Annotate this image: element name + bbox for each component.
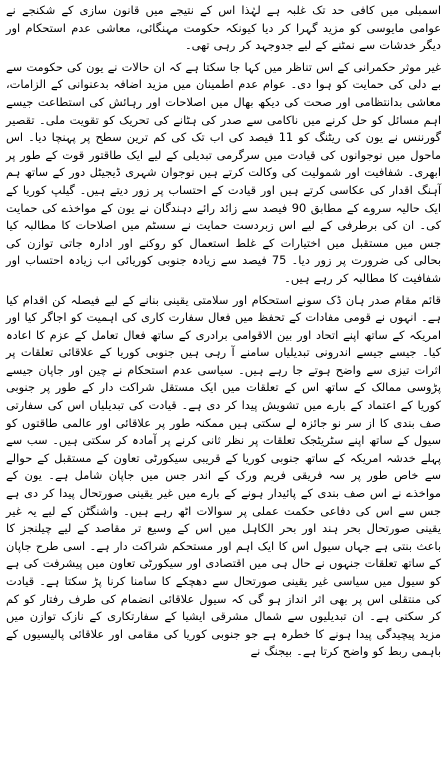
paragraph-3: قائم مقام صدر ہان ڈک سونے استحکام اور سلامتی یقینی بنانے کے لیے فیصلہ کن اقدام کیا ہے۔ انہوں نے قومی مفادات کے تحفظ میں فعال سفارت کاری کی اہمیت کو اجاگر کیا اور امریکہ کے ساتھ اپنے اتحاد اور بین الاقوامی برادری کے ساتھ فعال تعامل کے عزم کا اعادہ کیا۔ جیسے جیسے اندرونی تبدیلیاں سامنے آ رہی ہیں جنوبی کوریا کے علاقائی تعلقات پر اثرات تیزی سے واضح ہوتے جا رہے ہیں۔ سیاسی عدم استحکام نے چین اور جاپان جیسے پڑوسی ممالک کے ساتھ اس کے تعلقات میں ایک مستقل شراکت دار کے طور پر جنوبی کوریا کے اعتماد کے بارے میں تشویش پیدا کر دی ہے۔ قیادت کی تبدیلیاں اس کی سفارتی صف بندی کا از سر نو جائزہ لے سکتی ہیں ممکنہ طور پر علاقائی اور عالمی طاقتوں کو سیول کے ساتھ اپنے سٹریٹجک تعلقات پر نظر ثانی کرنے پر آمادہ کر سکتی ہیں۔ سب سے پہلے خدشہ امریکہ کے ساتھ جنوبی کوریا کے قریبی سیکورٹی تعاون کے مستقبل کے حوالے سے خاص طور پر سہ فریقی فریم ورک کے اندر جس میں جاپان شامل ہے۔ یون کے مواخذے نے اس صف بندی کے پائیدار ہونے کے بارے میں غیر یقینی صورتحال پیدا کر دی ہے جس سے اس کی دفاعی حکمت عملی پر سوالات اٹھ رہے ہیں۔ واشنگٹن کے لیے یہ غیر یقینی صورتحال بحر ہند اور بحر الکاہل میں اس کے وسیع تر مقاصد کے لیے چیلنجز کا باعث بنتی ہے جہاں سیول اس کا ایک اہم اور مستحکم شراکت دار ہے۔ اسی طرح جاپان کے ساتھ تعلقات جنہوں نے حال ہی میں اقتصادی اور سیکورٹی تعاون میں پیشرفت کی ہے کو سیول میں سیاسی غیر یقینی صورتحال سے دھچکے کا سامنا کرنا پڑ سکتا ہے۔ قیادت کی منتقلی اس پر بھی اثر انداز ہو گی کہ سیول علاقائی انضمام کی طرف رفتار کو کم کر سکتی ہے۔ ان تبدیلیوں سے شمال مشرقی ایشیا کے سفارتکاری کے نازک توازن میں مزید پیچیدگی پیدا ہونے کا خطرہ ہے جو جنوبی کوریا کی مقامی اور علاقائی پالیسیوں کے باہمی ربط کو واضح کرتا ہے۔ بیجنگ نے xyxy=(6,292,441,659)
paragraph-2: غیر موثر حکمرانی کے اس تناظر میں کہا جا سکتا ہے کہ ان حالات نے یون کی حکومت سے بے دلی کی حمایت کو ہوا دی۔ عوام عدم اطمینان میں مزید اضافہ بدعنوانی کے الزامات، معاشی بدانتظامی اور صحت کی دیکھ بھال میں اصلاحات اور رہائش کی استطاعت جیسے اہم مسائل کو حل کرنے میں ناکامی سے صدر کی ہٹانے کی تحریک کو تقویت ملی۔ تقصیر گورننس نے یون کی ریٹنگ کو 11 فیصد کی اب تک کی کم ترین سطح پر پہنچا دیا۔ اس ماحول میں نوجوانوں کی قیادت میں سرگرمی تبدیلی کے لیے ایک طاقتور قوت کے طور پر ابھری۔ شفافیت اور شمولیت کی وکالت کرتے ہیں نوجوان شہری ڈیجیٹل دور کے ساتھ ہم آہنگ اقدار کی عکاسی کرتے ہیں اور قیادت کے احتساب پر زور دیتے ہیں۔ گیلپ کوریا کے ایک حالیہ سروے کے مطابق 90 فیصد سے زائد رائے دہندگان نے یون کے مواخذے کی حمایت کی۔ ان کی برطرفی کے لیے اس زبردست حمایت نے سسٹم میں اصلاحات کا مطالبہ کیا جس میں مستقبل میں اختیارات کے غلط استعمال کو روکنے اور ادارہ جاتی توازن کی بحالی کی ضرورت پر زور دیا۔ 75 فیصد سے زیادہ جنوبی کوریائی اب زیادہ احتساب اور شفافیت کا مطالبہ کر رہے ہیں۔ xyxy=(6,59,441,285)
paragraph-1: اسمبلی میں کافی حد تک غلبہ ہے لہٰذا اس کے نتیجے میں قانون سازی کے شکنجے نے عوامی مایوسی کو مزید گہرا کر دیا کیونکہ حکومت مہنگائی، معاشی عدم استحکام اور دیگر خدشات سے نمٹنے کے لیے جدوجہد کر رہی تھی۔ xyxy=(6,3,441,53)
